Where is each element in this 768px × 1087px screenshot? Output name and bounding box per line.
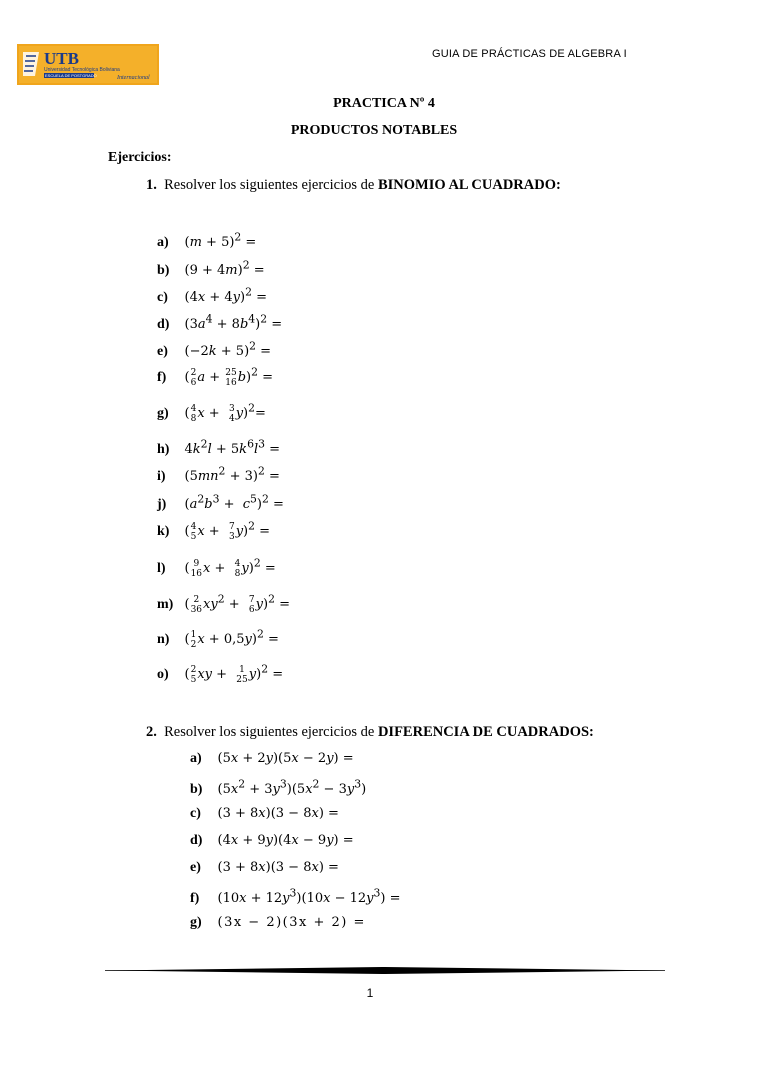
item-label: g) — [157, 406, 169, 422]
utb-logo-graphic — [17, 44, 159, 85]
item-label: k) — [157, 524, 170, 540]
list-item — [190, 887, 401, 907]
item-label: m) — [157, 597, 174, 613]
item-expression: ( 2 5 xy + 1 25 y)$^2$ = — [184, 663, 284, 685]
item-label: e) — [157, 344, 168, 360]
item-expression: $(9 + 4m)^2$ = — [184, 259, 265, 279]
item-label: b) — [157, 263, 170, 279]
item-label: b) — [190, 782, 203, 798]
list-item — [190, 915, 366, 931]
list-item — [190, 751, 354, 767]
list-item — [157, 438, 280, 458]
item-expression: $(3a^4 + 8b^4)^2$ = — [184, 313, 283, 333]
item-label: i) — [157, 469, 166, 485]
list-item — [157, 593, 290, 615]
utb-logo — [17, 44, 159, 85]
item-expression: ( 2 36 $xy^2$ + 7 6 y)$^2$ = — [184, 593, 290, 615]
item-expression: ( 2 6 a + 25 16 b)$^2$ = — [184, 366, 274, 388]
list-item — [190, 833, 354, 849]
list-item — [157, 286, 267, 306]
item-label: l) — [157, 561, 166, 577]
item-expression: (5x + 2y)(5x − 2y) = — [217, 751, 354, 766]
item-expression: $(10x + 12y^3)(10x - 12y^3)$ = — [217, 887, 401, 907]
item-expression: ( 1 2 x + 0,5y)$^2$ = — [184, 628, 279, 650]
item-expression: $(5mn^2 + 3)^2$ = — [184, 465, 280, 485]
list-item — [157, 402, 266, 424]
item-label: d) — [157, 317, 170, 333]
svg-text:UTB: UTB — [44, 49, 79, 68]
section2-text: Resolver los siguientes ejercicios de — [164, 724, 375, 740]
header-title: GUIA DE PRÁCTICAS DE ALGEBRA I — [432, 48, 627, 60]
list-item — [157, 313, 282, 333]
item-label: c) — [190, 806, 201, 821]
item-label: f) — [190, 891, 200, 907]
list-item — [157, 520, 270, 542]
page-number: 1 — [366, 986, 374, 1000]
list-item — [190, 806, 339, 822]
list-item — [157, 557, 276, 579]
item-expression: $4k^2l + 5k^6l^3$ = — [184, 438, 281, 458]
item-expression: (3x − 2)(3x + 2) = — [217, 915, 366, 930]
svg-text:Universidad Tecnológica Bolivi: Universidad Tecnológica Boliviana — [44, 67, 120, 73]
section1-text: Resolver los siguientes ejercicios de — [164, 177, 375, 193]
list-item — [190, 778, 366, 798]
item-expression: ( 4 8 x + 3 4 y)$^2$= — [184, 402, 266, 424]
list-item — [190, 860, 339, 876]
item-label: e) — [190, 860, 201, 875]
section1-heading — [146, 177, 561, 194]
item-label: g) — [190, 915, 202, 930]
item-label: a) — [157, 235, 169, 251]
practice-title: PRACTICA Nº 4 — [333, 96, 435, 111]
list-item — [157, 366, 273, 388]
exercises-label: Ejercicios: — [108, 150, 172, 165]
item-expression: $(m + 5)^2$ = — [184, 231, 257, 251]
item-label: f) — [157, 370, 167, 386]
item-label: o) — [157, 667, 169, 683]
item-label: d) — [190, 833, 203, 848]
section1-number: 1. — [146, 177, 157, 193]
item-label: c) — [157, 290, 168, 306]
list-item — [157, 628, 279, 650]
item-expression: $(4x + 4y)^2$ = — [184, 286, 267, 306]
item-label: n) — [157, 632, 170, 648]
section2-number: 2. — [146, 724, 157, 740]
item-label: a) — [190, 751, 202, 766]
footer-divider — [105, 963, 665, 973]
item-expression: (3 + 8x)(3 − 8x) = — [217, 806, 339, 821]
list-item — [157, 493, 284, 513]
item-expression: ( 4 5 x + 7 3 y)$^2$ = — [184, 520, 271, 542]
list-item — [157, 340, 271, 360]
item-expression: $(-2k + 5)^2$ = — [184, 340, 272, 360]
list-item — [157, 465, 280, 485]
item-expression: $(a^2b^3 + c^5)^2$ = — [184, 493, 284, 513]
item-label: j) — [157, 497, 167, 513]
svg-text:Internacional: Internacional — [117, 75, 150, 81]
topic-title: PRODUCTOS NOTABLES — [290, 123, 458, 138]
item-expression: (3 + 8x)(3 − 8x) = — [217, 860, 339, 875]
section2-bold-text: DIFERENCIA DE CUADRADOS: — [377, 724, 594, 740]
section2-heading — [146, 724, 594, 741]
item-expression: (4x + 9y)(4x − 9y) = — [217, 833, 354, 848]
list-item — [157, 259, 265, 279]
svg-text:ESCUELA DE POSTGRADO: ESCUELA DE POSTGRADO — [45, 73, 97, 78]
item-expression: ( 9 16 x + 4 8 y)$^2$ = — [184, 557, 276, 579]
item-label: h) — [157, 442, 170, 458]
list-item — [157, 663, 283, 685]
section1-bold-text: BINOMIO AL CUADRADO: — [377, 177, 561, 193]
item-expression: $(5x^2 + 3y^3)(5x^2 - 3y^3)$ — [217, 778, 367, 798]
list-item — [157, 231, 256, 251]
